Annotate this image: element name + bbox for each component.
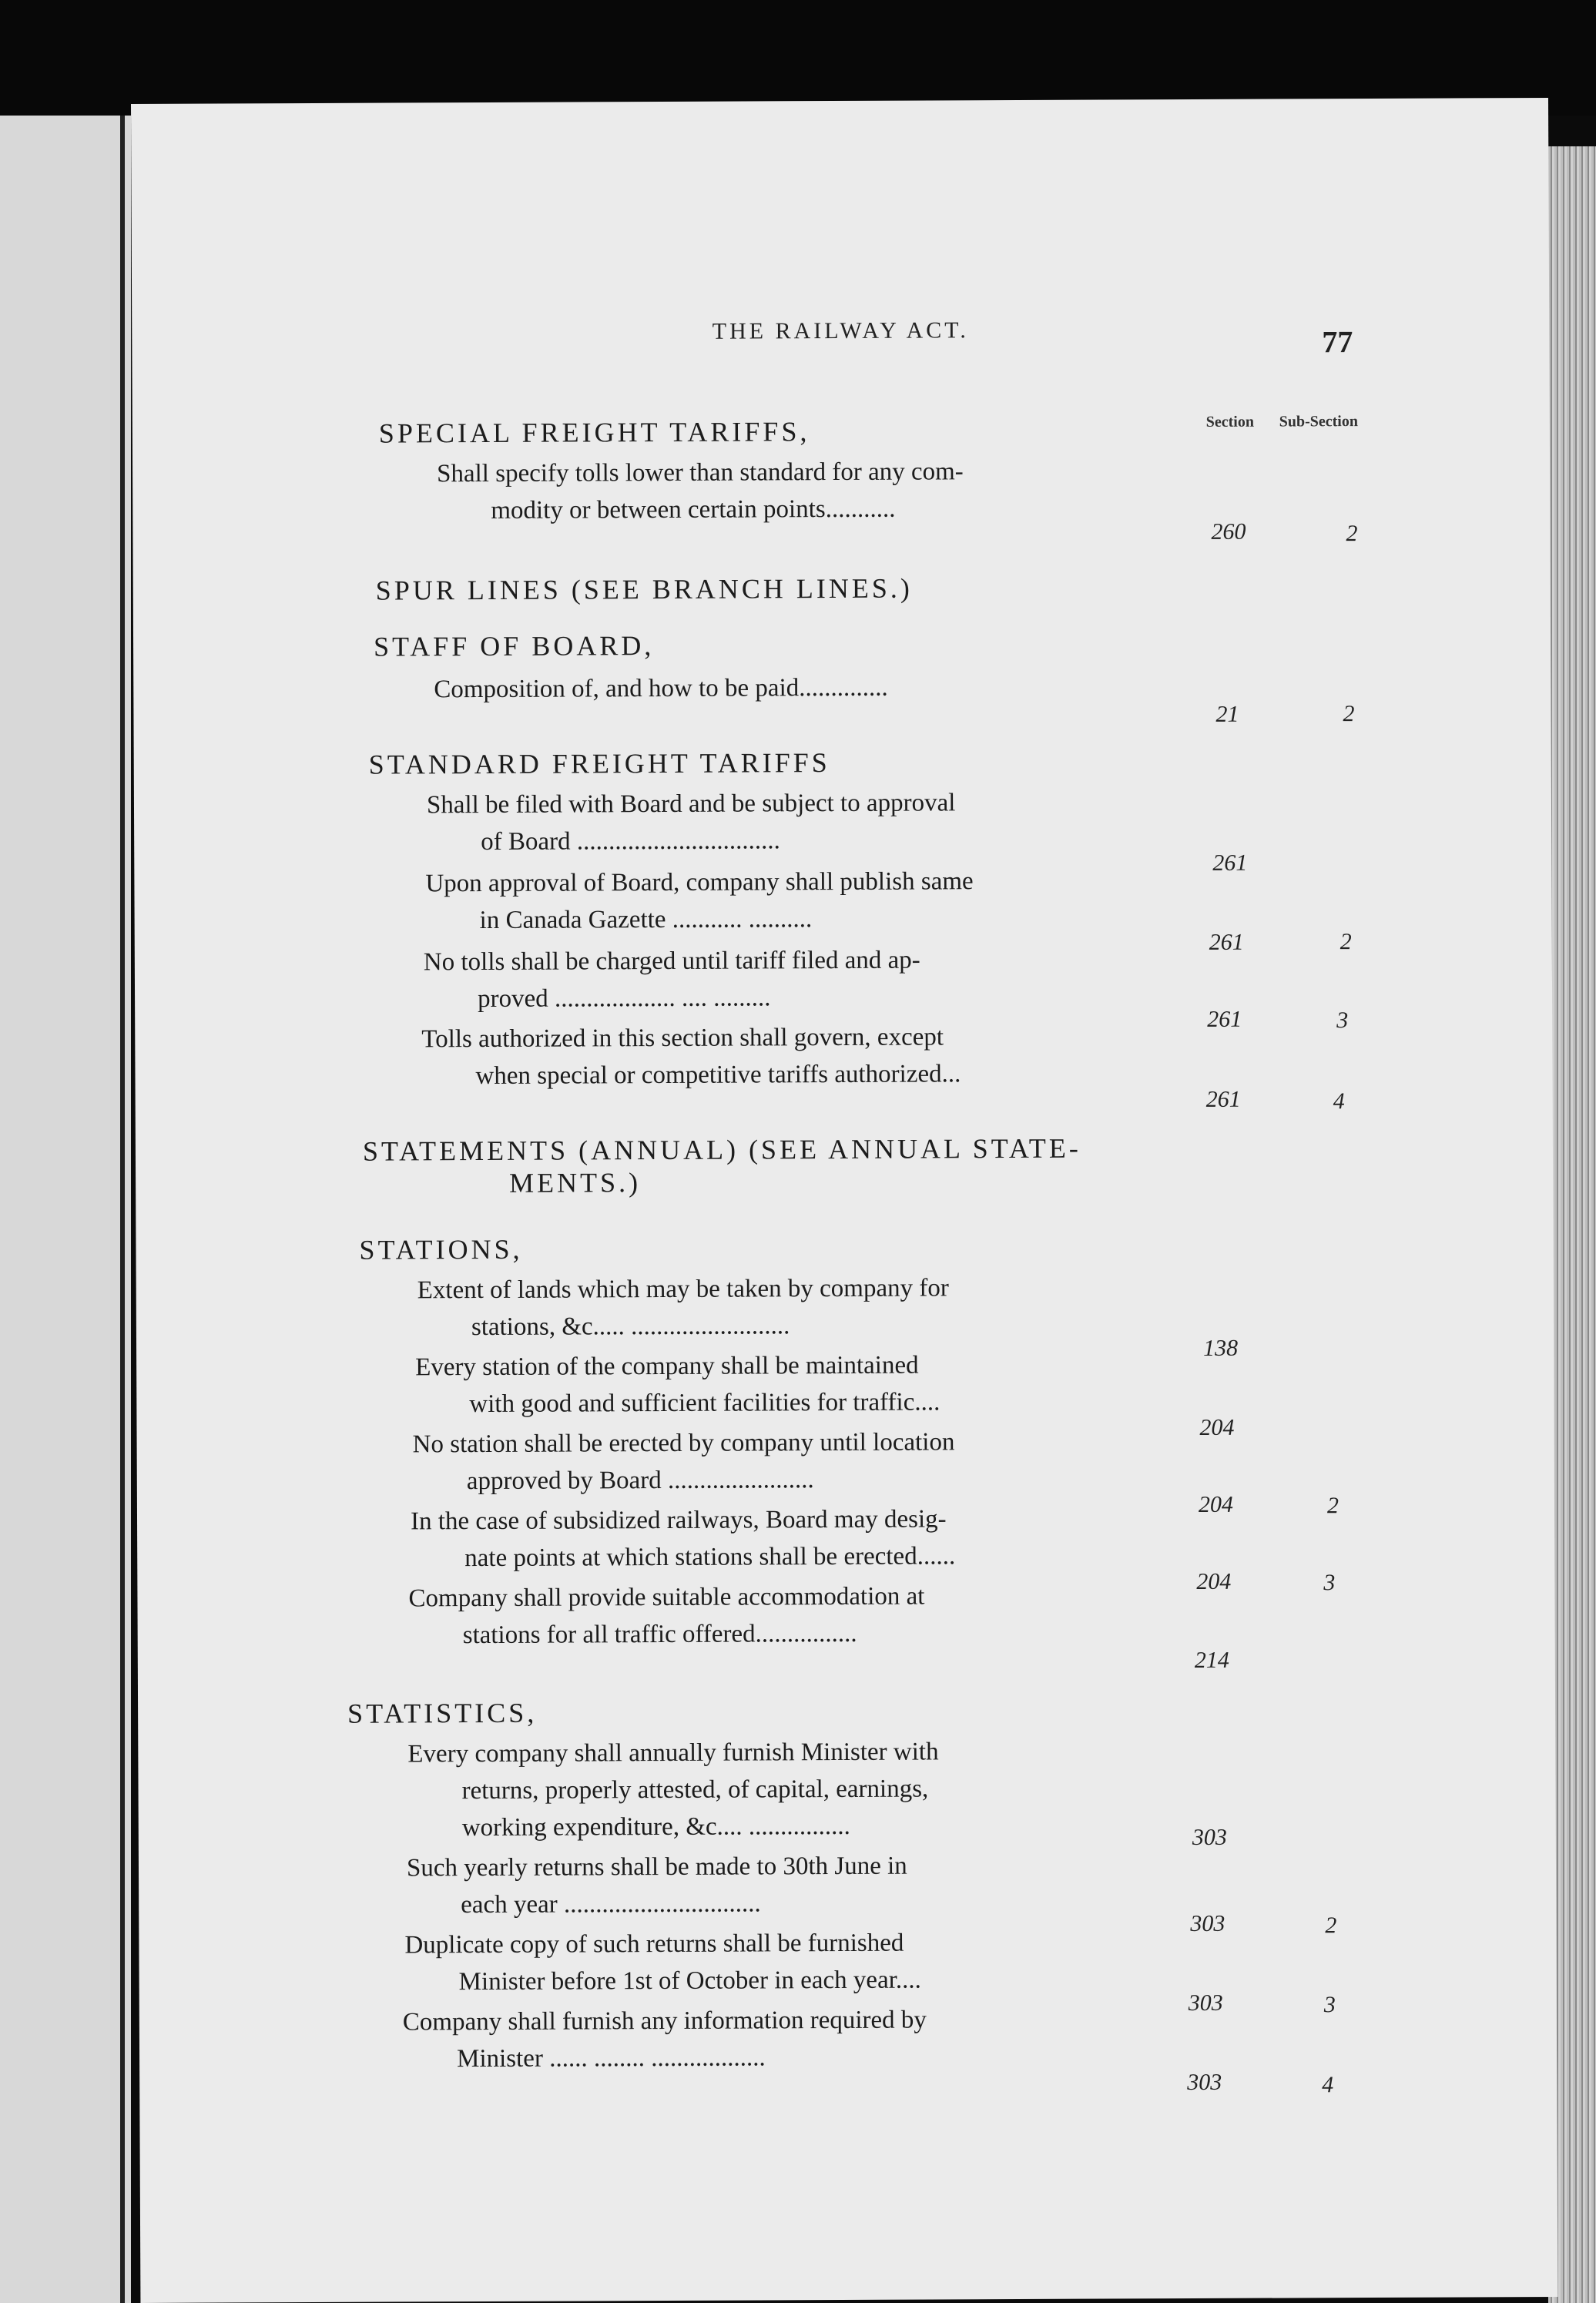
entry-text: Tolls authorized in this section shall govern, except: [421, 1023, 944, 1054]
section-number: 204: [1196, 1568, 1232, 1594]
entry-line: [407, 1733, 939, 1846]
entry-text: approved by Board .......................: [466, 1466, 814, 1496]
entry-text: Minister ...... ........ ..................: [457, 2043, 766, 2073]
sub-section-number: 3: [1323, 1992, 1336, 2018]
entry-line: [415, 1346, 940, 1423]
entry-heading-text: STATEMENTS (ANNUAL) (SEE ANNUAL STATE-: [362, 1132, 1081, 1167]
sub-section-number: 2: [1346, 521, 1358, 547]
entry-text: Upon approval of Board, company shall publish same: [425, 867, 974, 898]
entry-text: Shall specify tolls lower than standard for any com-: [437, 458, 964, 488]
section-number: 303: [1190, 1910, 1226, 1937]
entry-text: Composition of, and how to be paid..............: [434, 673, 888, 704]
book-page: [131, 98, 1557, 2303]
entry-text: when special or competitive tariffs authorized...: [475, 1060, 961, 1091]
entry-text: Shall be filed with Board and be subject to approval: [426, 789, 956, 820]
page-number: 77: [1322, 324, 1353, 360]
entry-text: Company shall furnish any information required by: [402, 2006, 927, 2036]
section-number: 261: [1205, 1086, 1241, 1112]
entry-heading: STAFF OF BOARD,: [373, 630, 655, 662]
entry-heading-continuation: MENTS.): [509, 1167, 642, 1198]
entry-line: [417, 1269, 949, 1346]
entry-line: [425, 863, 974, 939]
section-number: 204: [1199, 1414, 1235, 1440]
entry-line: [411, 1500, 955, 1577]
sub-section-column-header: Sub-Section: [1279, 413, 1358, 431]
entry-line: [412, 1423, 954, 1500]
entry-text: of Board ................................: [481, 826, 780, 857]
section-column-header: Section: [1205, 413, 1254, 431]
entry-line: [407, 1848, 907, 1924]
facing-page-edge: [0, 116, 131, 2303]
index-entries: [131, 98, 1557, 2303]
entry-text: No station shall be erected by company until location: [412, 1428, 955, 1459]
entry-heading: STANDARD FREIGHT TARIFFS: [368, 747, 830, 780]
sub-section-number: 2: [1325, 1912, 1337, 1939]
section-number: 303: [1192, 1824, 1227, 1851]
section-number: 260: [1211, 518, 1246, 545]
entry-text: Extent of lands which may be taken by company for: [417, 1274, 949, 1305]
entry-line: [427, 784, 956, 860]
entry-text: in Canada Gazette ........... ..........: [479, 905, 813, 935]
section-number: 261: [1209, 929, 1244, 955]
sub-section-number: 2: [1343, 701, 1355, 727]
entry-text: Every company shall annually furnish Minister with: [407, 1738, 939, 1768]
entry-text: stations for all traffic offered................: [462, 1619, 857, 1650]
entry-text: In the case of subsidized railways, Board may desig-: [410, 1505, 947, 1536]
running-head: THE RAILWAY ACT.: [712, 317, 969, 344]
section-number: 21: [1215, 701, 1239, 727]
entry-text: Minister before 1st of October in each year....: [458, 1966, 921, 1996]
sub-section-number: 2: [1326, 1493, 1340, 1519]
sub-section-number: 2: [1340, 929, 1352, 955]
entry-line: [404, 1925, 921, 2001]
section-number: 261: [1212, 850, 1248, 876]
sub-section-number: 3: [1323, 1570, 1336, 1596]
entry-line: [408, 1578, 924, 1654]
entry-line: [424, 942, 920, 1018]
entry-text: Duplicate copy of such returns shall be furnished: [404, 1929, 904, 1959]
entry-heading: SPUR LINES (SEE BRANCH LINES.): [375, 572, 913, 606]
section-number: 303: [1188, 1990, 1223, 2016]
sub-section-number: 3: [1336, 1007, 1349, 1034]
section-number: 214: [1194, 1647, 1229, 1673]
entry-text: with good and sufficient facilities for traffic....: [469, 1388, 940, 1419]
entry-heading: SPECIAL FREIGHT TARIFFS,: [378, 416, 810, 449]
entry-text: stations, &c..... .........................: [471, 1312, 790, 1342]
entry-line: [437, 453, 964, 529]
entry-text: each year ...............................: [461, 1889, 761, 1919]
entry-text: Company shall provide suitable accommodation at: [408, 1582, 925, 1613]
entry-heading: STATIONS,: [359, 1233, 523, 1265]
entry-text: No tolls shall be charged until tariff filed and ap-: [423, 946, 920, 977]
section-number: 261: [1207, 1006, 1242, 1032]
entry-text: working expenditure, &c.... ................: [461, 1812, 850, 1842]
entry-text: modity or between certain points...........: [491, 494, 896, 525]
section-number: 138: [1202, 1335, 1239, 1361]
entry-text: returns, properly attested, of capital, earnings,: [461, 1775, 929, 1805]
entry-heading: STATISTICS,: [347, 1697, 538, 1729]
sub-section-number: 4: [1333, 1088, 1345, 1115]
entry-line: [421, 1018, 961, 1095]
sub-section-number: 4: [1322, 2072, 1334, 2098]
section-number: 303: [1187, 2069, 1222, 2096]
section-number: 204: [1198, 1491, 1234, 1517]
entry-text: nate points at which stations shall be erected......: [464, 1542, 956, 1573]
entry-heading: [363, 1132, 1081, 1200]
entry-text: proved ................... .... .........: [477, 984, 771, 1014]
entry-line: [434, 669, 888, 709]
entry-line: [403, 2002, 927, 2078]
entry-text: Every station of the company shall be maintained: [415, 1351, 919, 1382]
entry-text: Such yearly returns shall be made to 30th June in: [406, 1852, 907, 1882]
